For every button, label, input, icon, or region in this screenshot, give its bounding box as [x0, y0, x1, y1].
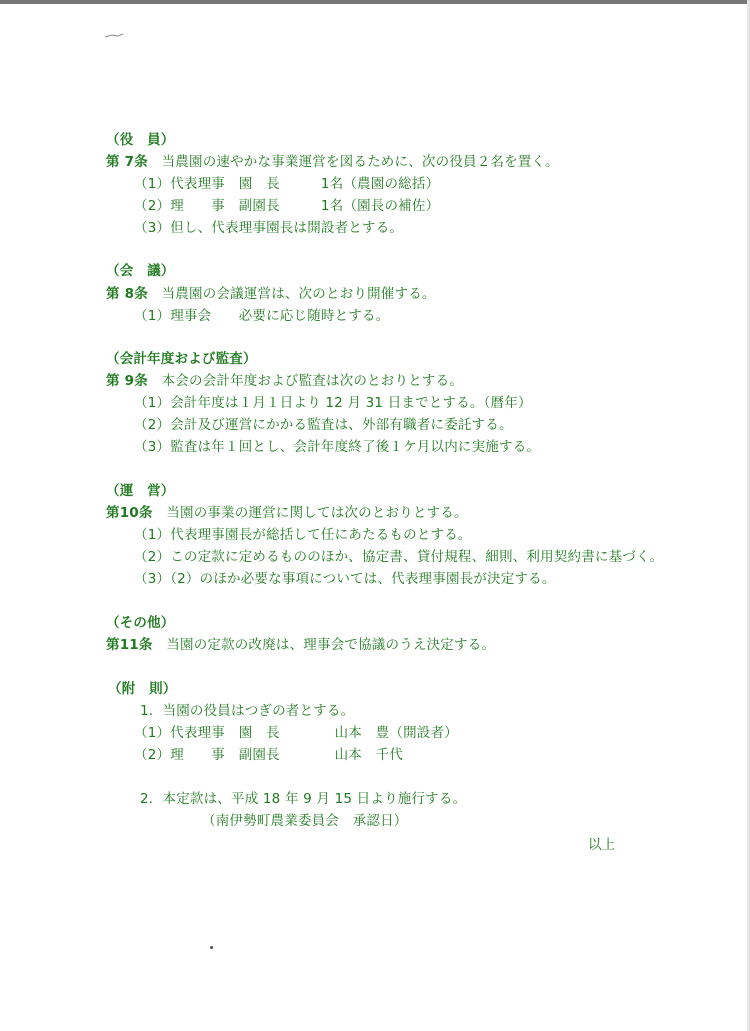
article-number: 第 9条: [106, 373, 148, 389]
list-item: （1）会計年度は１月１日より 12 月 31 日までとする。（暦年）: [134, 395, 532, 411]
list-item: （1）代表理事 園 長 1名（農園の総括）: [134, 176, 440, 192]
article-text: 当農園の速やかな事業運営を図るために、次の役員２名を置く。: [161, 154, 559, 170]
supplementary-paragraph-1: 1．当園の役員はつぎの者とする。: [140, 703, 355, 719]
section-heading-supplementary: （附 則）: [108, 681, 177, 697]
supplementary-paragraph-2: 2．本定款は、平成 18 年 9 月 15 日より施行する。: [140, 791, 467, 807]
list-item: （3）但し、代表理事園長は開設者とする。: [134, 220, 404, 236]
list-item: （2）この定款に定めるもののほか、協定書、貸付規程、細則、利用契約書に基づく。: [134, 549, 664, 565]
closing-mark: 以上: [588, 837, 616, 853]
scan-speck: [210, 946, 213, 949]
scan-mark: [104, 33, 124, 39]
article-number: 第10条: [106, 505, 153, 521]
section-heading-audit: （会計年度および監査）: [106, 351, 257, 367]
list-item: （2）会計及び運営にかかる監査は、外部有職者に委託する。: [134, 417, 513, 433]
section-heading-meeting: （会 議）: [106, 263, 175, 279]
article-10: [106, 504, 468, 522]
article-text: 当園の事業の運営に関しては次のとおりとする。: [166, 505, 468, 521]
member-row: （1）代表理事 園 長 山本 豊（開設者）: [134, 725, 458, 741]
section-heading-other: （その他）: [106, 615, 175, 631]
list-item: （2）理 事 副園長 1名（園長の補佐）: [134, 198, 440, 214]
article-text: 本会の会計年度および監査は次のとおりとする。: [161, 373, 464, 389]
section-heading-operation: （運 営）: [106, 483, 175, 499]
article-text: 当園の定款の改廃は、理事会で協議のうえ決定する。: [166, 637, 496, 653]
article-9: [106, 372, 463, 390]
article-number: 第 8条: [106, 286, 148, 302]
page-top-edge: [0, 0, 750, 4]
list-item: （3）監査は年１回とし、会計年度終了後１ケ月以内に実施する。: [134, 439, 541, 455]
article-number: 第 7条: [106, 154, 148, 170]
list-item: （1）理事会 必要に応じ随時とする。: [134, 308, 390, 324]
article-11: [106, 636, 495, 654]
list-item: （3）（2）のほか必要な事項については、代表理事園長が決定する。: [134, 571, 556, 587]
article-8: [106, 285, 436, 303]
member-row: （2）理 事 副園長 山本 千代: [134, 747, 404, 763]
list-item: （1）代表理事園長が総括して任にあたるものとする。: [134, 527, 472, 543]
article-text: 当農園の会議運営は、次のとおり開催する。: [161, 286, 436, 302]
approval-note: （南伊勢町農業委員会 承認日）: [202, 813, 408, 829]
article-7: [106, 153, 559, 171]
article-number: 第11条: [106, 637, 153, 653]
section-heading-officers: （役 員）: [106, 132, 175, 148]
